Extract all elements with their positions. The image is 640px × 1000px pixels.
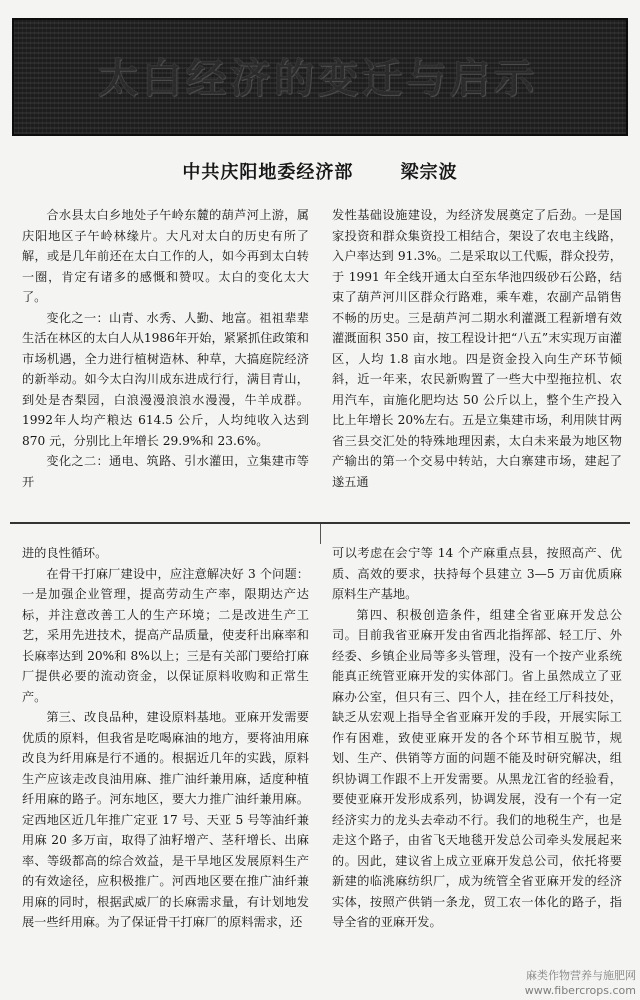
paragraph: 发性基础设施建设，为经济发展奠定了后劲。一是国家投资和群众集资投工相结合，架设了农电主线路，入户率达到 91.3%。二是采取以工代赈，群众投劳，于 1991 年全线开通太白至东华池四级砂石公路，结束了葫芦河川区群众行路难，乘车难，农副产品销售不畅的历史。三是葫芦河二期水利灌溉工程新增有效灌溉面积 350 亩，按工程设计把“八五”末实现万亩灌区，人均 1.8 亩水地。四是资金投入向生产环节倾斜，近一年来，农民新购置了一些大中型拖拉机、农用汽车，亩施化肥均达 50 公斤以上，整个生产投入比上年增长 20%左右。五是立集建市场，利用陕甘两省三县交汇处的特殊地理因素，太白未来最为地区物产输出的第一个交易中转站，大白寨建市场，建起了遂五通 (332, 208, 622, 489)
author-organization: 中共庆阳地委经济部 (182, 162, 354, 183)
upper-left-column (22, 205, 309, 515)
paragraph: 可以考虑在会宁等 14 个产麻重点县，按照高产、优质、高效的要求，扶持每个县建立 3—5 万亩优质麻原料生产基地。 (332, 546, 622, 601)
article-title: 太白经济的变迁与启示 (98, 55, 538, 102)
byline (0, 158, 640, 188)
paragraph: 第三、改良品种，建设原料基地。亚麻开发需要优质的原料，但我省是吃喝麻油的地方，要将油用麻改良为纤用麻是行不通的。根据近几年的实践，原料生产应该走改良油用麻、推广油纤兼用麻，适度种植纤用麻的路子。河东地区，要大力推广油纤兼用麻。定西地区近几年推广定亚 17 号、天亚 5 号等油纤兼用麻 20 多万亩，取得了油籽增产、茎秆增长、出麻率、等级都高的综合效益，是干旱地区发展原料生产的有效途径，应积极推广。河西地区要在推广油纤兼用麻的同时，根据武威厂的长麻需求量，有计划地发展一些纤用麻。为了保证骨干打麻厂的原料需求，还 (22, 710, 309, 929)
paragraph: 合水县太白乡地处子午岭东麓的葫芦河上游，属庆阳地区子午岭林缘片。大凡对太白的历史有所了解，或是几年前还在太白工作的人，如今再到太白转一圈，肯定有诸多的感慨和赞叹。太白的变化太大了。 (22, 208, 309, 304)
paragraph: 变化之二：通电、筑路、引水灌田，立集建市等开 (22, 454, 309, 489)
upper-right-column (332, 205, 622, 515)
watermark-url: www.fibercrops.com (524, 984, 636, 997)
paragraph: 在骨干打麻厂建设中，应注意解决好 3 个问题：一是加强企业管理，提高劳动生产率，限期达产达标，并注意改善工人的生产环境；二是改进生产工艺，采用先进技术，提高产品质量，使麦秆出麻率和长麻率达到 20%和 8%以上；三是有关部门要给打麻厂提供必要的流动资金，以保证原料收购和正常生产。 (22, 566, 309, 704)
paragraph: 变化之一：山青、水秀、人勤、地富。祖祖辈辈生活在林区的太白人从1986年开始，紧紧抓住政策和市场机遇，全力进行植树造林、种草，大搞庭院经济的新举动。如今太白沟川成东进成行行，满目青山，到处是杏梨园，白浪漫漫浪浪水漫漫，牛羊成群。1992年人均产粮达 614.5 公斤，人均纯收入达到 870 元，分别比上年增长 29.9%和 23.6%。 (22, 310, 309, 448)
author-name: 梁宗波 (400, 162, 458, 183)
paragraph: 第四、积极创造条件，组建全省亚麻开发总公司。目前我省亚麻开发由省西北指挥部、轻工厅、外经委、乡镇企业局等多头管理，没有一个按产业系统能真正统管亚麻开发的实体部门。省上虽然成立了亚麻办公室，但只有三、四个人，挂在经工厅科技处，缺乏从宏观上指导全省亚麻开发的手段，开展实际工作有困难，致使亚麻开发的各个环节相互脱节，规划、生产、供销等方面的问题不能及时研究解决，组织协调工作跟不上开发需要。从黑龙江省的经验看，要使亚麻开发形成系列，协调发展，没有一个有一定经济实力的龙头去牵动不行。我们的地税生产，也是走这个路子，由省飞天地毯开发总公司牵头发展起来的。因此，建议省上成立亚麻开发总公司，依托将要新建的临洮麻纺织厂，成为统管全省亚麻开发的经济实体，按照产供销一条龙，贸工农一体化的路子，指导全省的亚麻开发。 (332, 607, 622, 929)
column-divider (320, 524, 321, 544)
watermark-text: 麻类作物营养与施肥网 (526, 969, 636, 982)
site-watermark (496, 968, 636, 998)
lower-left-column (22, 543, 309, 998)
paragraph: 进的良性循环。 (22, 546, 108, 560)
lower-right-column (332, 543, 622, 998)
title-banner (12, 18, 628, 136)
